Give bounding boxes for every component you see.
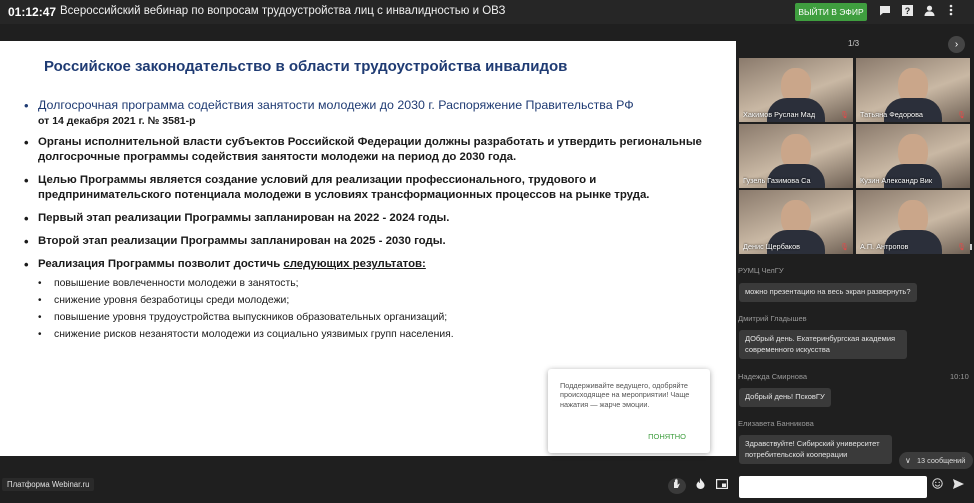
participant-name: Кузин Александр Вик — [860, 176, 933, 185]
chat-author: Надежда Смирнова — [738, 372, 808, 381]
send-icon[interactable] — [950, 478, 966, 494]
slide-bullet: • Целью Программы является создание условий для реализации профессионального, трудового и предпринимательского потенциала молодежи в условиях трансформационных процессов на рынке труда. — [24, 173, 724, 203]
participant-video[interactable] — [739, 58, 853, 122]
chat-author: Елизавета Банникова — [738, 419, 814, 428]
mic-off-icon: 🎙 — [957, 112, 966, 119]
help-icon[interactable] — [898, 3, 916, 21]
flame-icon[interactable] — [691, 478, 709, 494]
participant-name: А.П. Антропов — [860, 242, 909, 251]
chat-message: ДОбрый день. Екатеринбургская академия современного искусства — [739, 330, 907, 359]
chevron-down-icon: ∨ — [905, 456, 911, 465]
chat-message: Здравствуйте! Сибирский университет потребительской кооперации — [739, 435, 892, 464]
result-item: • повышение вовлеченности молодежи в занятость; — [38, 275, 724, 292]
slide-title: Российское законодательство в области трудоустройства инвалидов — [44, 58, 568, 75]
webinar-title: Всероссийский вебинар по вопросам трудоустройства лиц с инвалидностью и ОВЗ — [60, 5, 506, 17]
participant-name: Гузель Газимова Са — [743, 176, 811, 185]
raise-hand-icon[interactable] — [668, 478, 686, 494]
slide-bullet — [24, 98, 724, 129]
new-messages-label: 13 сообщений — [917, 456, 966, 465]
slide-bullet-text: Долгосрочная программа содействия занятости молодежи до 2030 г. Распоряжение Правительства РФ — [38, 98, 634, 112]
result-item: • повышение уровня трудоустройства выпускников образовательных организаций; — [38, 309, 724, 326]
session-timer: 01:12:47 — [8, 5, 57, 19]
slide-bullet — [24, 257, 724, 343]
chat-time: 10:10 — [950, 372, 969, 381]
participant-name: Хакимов Руслан Мад — [743, 110, 816, 119]
user-icon[interactable] — [920, 3, 938, 21]
participant-video[interactable] — [739, 190, 853, 254]
reaction-tooltip — [548, 369, 710, 453]
next-slide-button[interactable] — [948, 36, 965, 53]
slide-bullet-text: Реализация Программы позволит достичь — [38, 258, 284, 270]
chat-author: РУМЦ ЧелГУ — [738, 266, 784, 275]
tooltip-ok-button[interactable]: ПОНЯТНО — [648, 432, 686, 441]
participant-video[interactable] — [856, 124, 970, 188]
platform-label[interactable]: Платформа Webinar.ru — [2, 478, 94, 491]
slide-bullet: • Органы исполнительной власти субъектов Российской Федерации должны разработать и утвердить региональные долгосрочные программы содействия занятости молодежи на период до 2030 года. — [24, 135, 724, 165]
slide-bullet: • Второй этап реализации Программы запланирован на 2025 - 2030 годы. — [24, 234, 724, 249]
slide-bullet-underlined: следующих результатов: — [283, 258, 426, 270]
participant-video[interactable] — [856, 58, 970, 122]
participant-name: Денис Щербаков — [743, 242, 801, 251]
tooltip-text: Поддерживайте ведущего, одобряйте происходящее на мероприятии! Чаще нажатия — жарче эмоции. — [560, 381, 690, 409]
chat-icon[interactable] — [876, 3, 894, 21]
participant-video[interactable] — [856, 190, 970, 254]
slide-page-indicator: 1/3 — [848, 39, 860, 48]
emoji-icon[interactable] — [930, 478, 944, 494]
more-vert-icon[interactable] — [942, 3, 960, 21]
slide-bullet: • Первый этап реализации Программы запланирован на 2022 - 2024 годы. — [24, 211, 724, 226]
result-item: • снижение уровня безработицы среди молодежи; — [38, 292, 724, 309]
top-bar — [0, 0, 974, 24]
chat-message: можно презентацию на весь экран развернуть? — [739, 283, 917, 302]
go-live-button[interactable]: ВЫЙТИ В ЭФИР — [795, 3, 867, 21]
participant-video[interactable] — [739, 124, 853, 188]
mic-off-icon: 🎙 — [840, 244, 849, 251]
chevron-right-icon: › — [954, 39, 959, 50]
svg-text:?: ? — [904, 6, 910, 16]
chat-input[interactable] — [739, 476, 927, 498]
result-item: • снижение рисков незанятости молодежи из социально уязвимых групп населения. — [38, 326, 724, 343]
mic-off-icon: 🎙 — [840, 112, 849, 119]
slide-bullet-subtext: от 14 декабря 2021 г. № 3581-р — [38, 115, 196, 127]
chat-author: Дмитрий Гладышев — [738, 314, 807, 323]
screen-icon[interactable] — [713, 478, 731, 494]
new-messages-button[interactable] — [899, 452, 973, 469]
chat-message: Добрый день! ПсковГУ — [739, 388, 831, 407]
results-list — [38, 275, 724, 343]
mic-off-icon: 🎙 — [957, 244, 966, 251]
participant-name: Татьяна Федорова — [860, 110, 923, 119]
slide-bullet-list — [24, 98, 724, 351]
